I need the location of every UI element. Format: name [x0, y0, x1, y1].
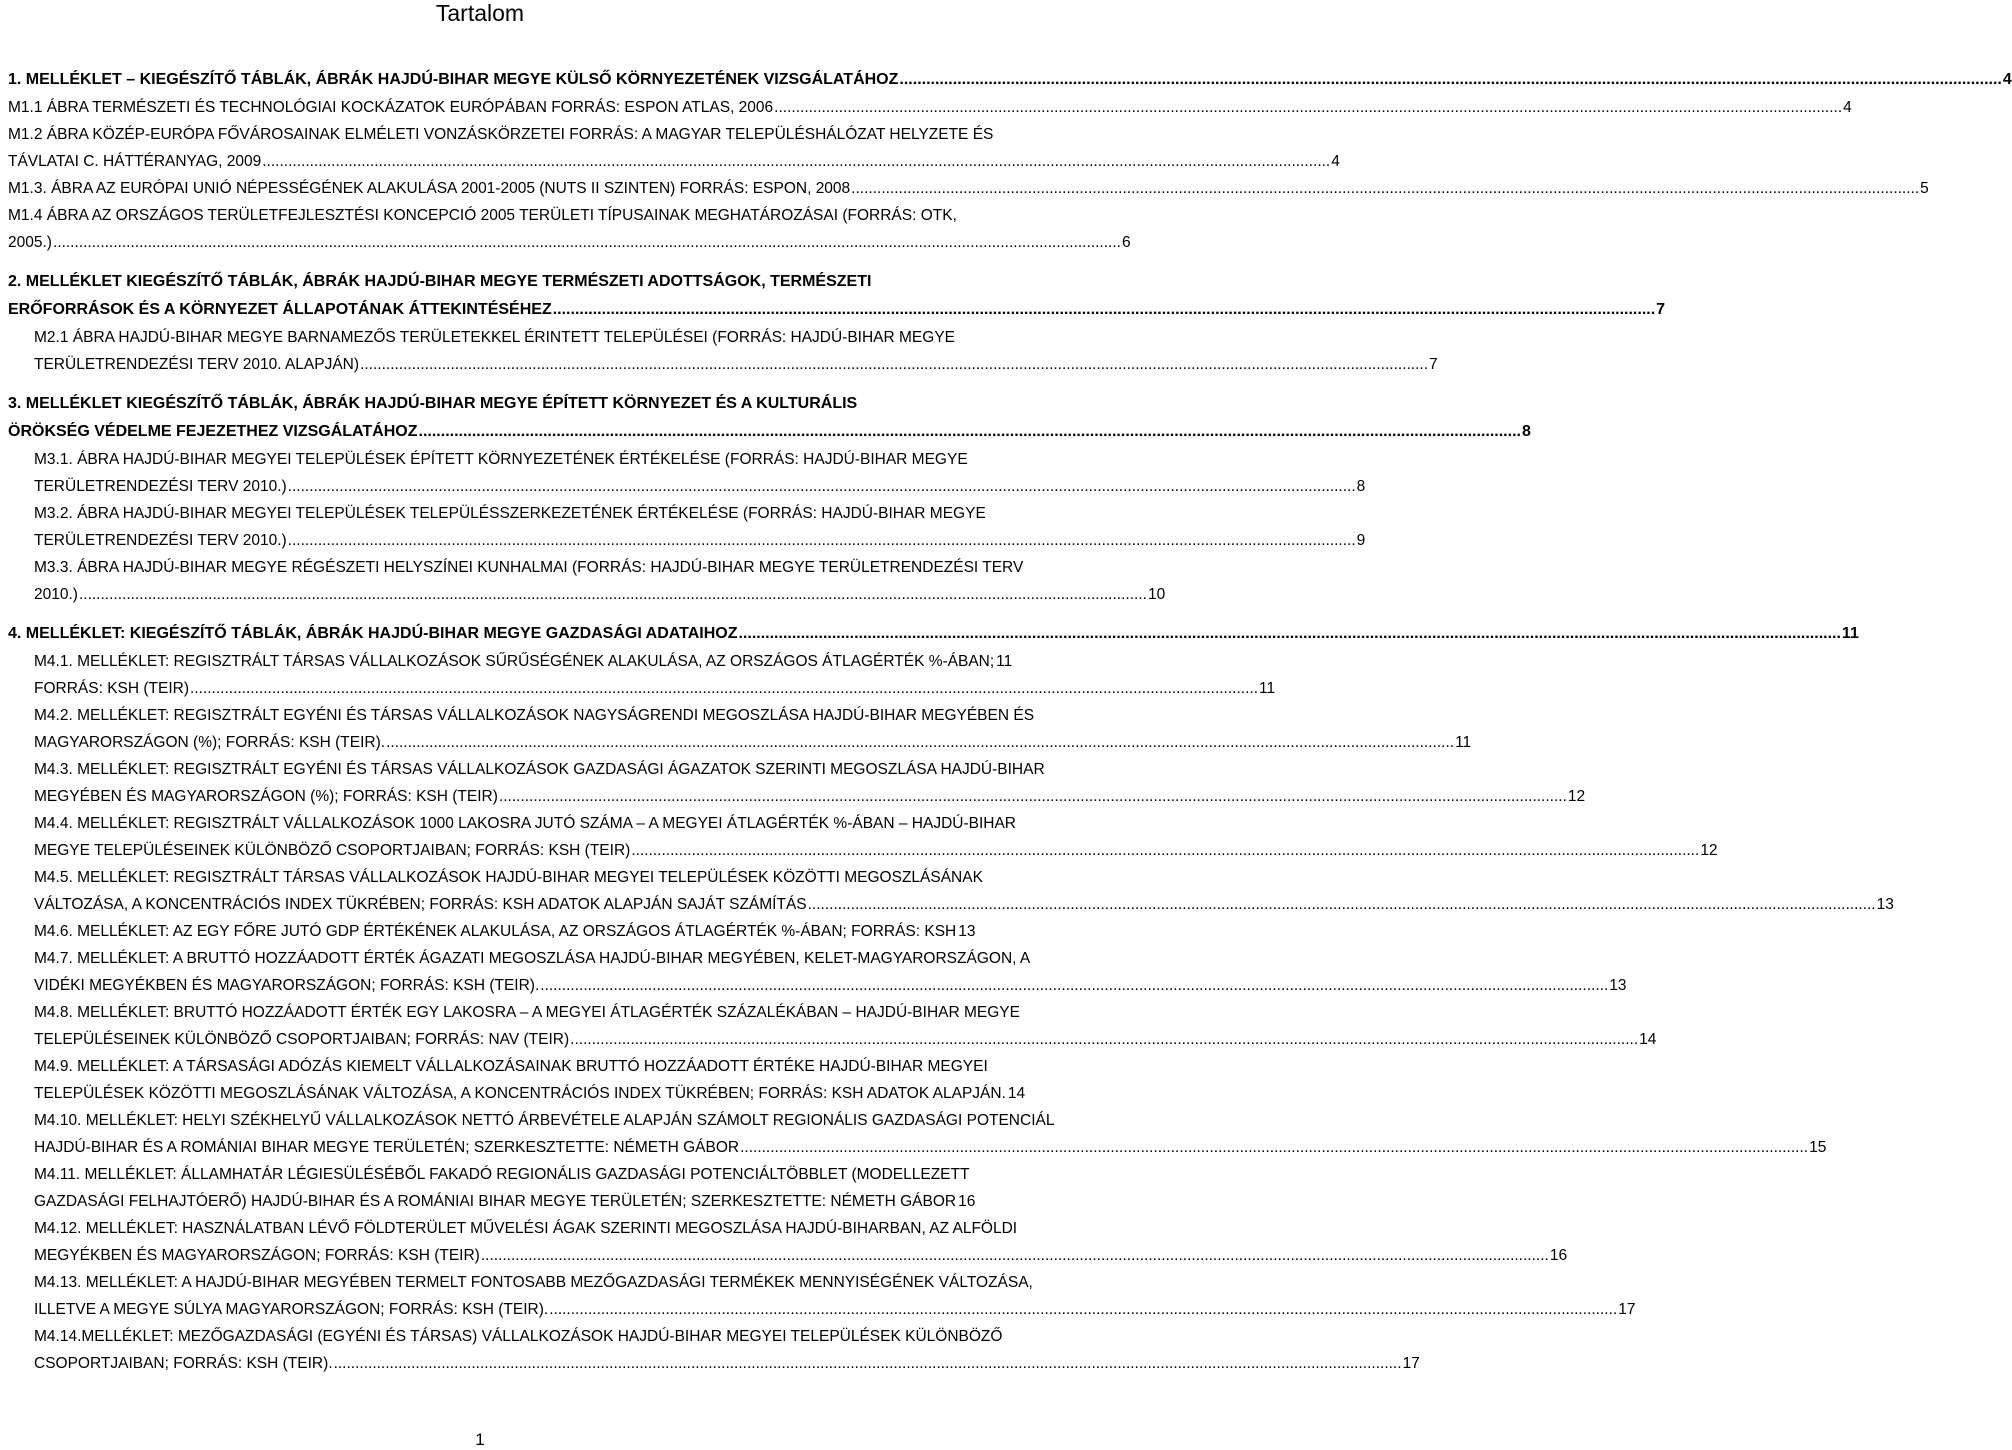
toc-entry-text: TELEPÜLÉSEINEK KÜLÖNBÖZŐ CSOPORTJAIBAN; FORRÁS: NAV (TEIR) [34, 1031, 570, 1048]
toc-page-number: 8 [1521, 423, 1531, 440]
dot-leader [288, 473, 1356, 500]
toc-entry-text: M4.7. MELLÉKLET: A BRUTTÓ HOZZÁADOTT ÉRTÉK ÁGAZATI MEGOSZLÁSA HAJDÚ-BIHAR MEGYÉBEN, KELET-MAGYARORSZÁGON, A [34, 950, 1031, 967]
toc-page-number: 13 [1609, 977, 1627, 994]
toc-entry-text: TERÜLETRENDEZÉSI TERV 2010. ALAPJÁN) [34, 356, 360, 373]
toc-entry[interactable] [8, 1323, 1420, 1377]
toc-section-entry[interactable] [8, 620, 1859, 648]
dot-leader [334, 1350, 1402, 1377]
toc-entry[interactable] [8, 121, 1340, 175]
toc-entry-text: TERÜLETRENDEZÉSI TERV 2010.) [34, 478, 287, 495]
toc-section-entry[interactable] [8, 390, 1531, 446]
toc-entry[interactable] [8, 756, 1586, 810]
toc-page-number: 6 [1121, 234, 1131, 251]
toc-entry[interactable] [8, 202, 1131, 256]
toc-entry-text: M3.2. ÁBRA HAJDÚ-BIHAR MEGYEI TELEPÜLÉSEK TELEPÜLÉSSZERKEZETÉNEK ÉRTÉKELÉSE (FORRÁS: HAJDÚ-BIHAR MEGYE [34, 505, 986, 522]
dot-leader [419, 418, 1521, 446]
toc-entry-text: 1. MELLÉKLET – KIEGÉSZÍTŐ TÁBLÁK, ÁBRÁK HAJDÚ-BIHAR MEGYE KÜLSŐ KÖRNYEZETÉNEK VIZSGÁLATÁHOZ [8, 71, 899, 88]
toc-page-number: 12 [1567, 788, 1586, 805]
toc-entry-text: M4.1. MELLÉKLET: REGISZTRÁLT TÁRSAS VÁLLALKOZÁSOK SŰRŰSÉGÉNEK ALAKULÁSA, AZ ORSZÁGOS ÁTLAGÉRTÉK %-ÁBAN; [34, 653, 995, 670]
toc-entry-text: M4.5. MELLÉKLET: REGISZTRÁLT TÁRSAS VÁLLALKOZÁSOK HAJDÚ-BIHAR MEGYEI TELEPÜLÉSEK KÖZÖTTI MEGOSZLÁSÁNAK [34, 869, 983, 886]
toc-page-number: 14 [1639, 1031, 1657, 1048]
toc-page-number: 11 [1259, 680, 1276, 697]
toc-entry-text: M4.2. MELLÉKLET: REGISZTRÁLT EGYÉNI ÉS TÁRSAS VÁLLALKOZÁSOK NAGYSÁGRENDI MEGOSZLÁSA HAJDÚ-BIHAR MEGYÉBEN ÉS [34, 707, 1035, 724]
toc-page-number: 11 [996, 653, 1013, 670]
toc-entry[interactable] [8, 648, 1013, 675]
toc-entry-text: 2010.) [34, 586, 78, 603]
toc-entry-text: ERŐFORRÁSOK ÉS A KÖRNYEZET ÁLLAPOTÁNAK ÁTTEKINTÉSÉHEZ [8, 301, 552, 318]
toc-entry-text: TELEPÜLÉSEK KÖZÖTTI MEGOSZLÁSÁNAK VÁLTOZÁSA, A KONCENTRÁCIÓS INDEX TÜKRÉBEN; FORRÁS: KSH ADATOK ALAPJÁN. [34, 1085, 1006, 1102]
toc-entry-text: M4.10. MELLÉKLET: HELYI SZÉKHELYŰ VÁLLALKOZÁSOK NETTÓ ÁRBEVÉTELE ALAPJÁN SZÁMOLT REGIONÁLIS GAZDASÁGI POTENCIÁL [34, 1112, 1055, 1129]
toc-page-number: 16 [1549, 1247, 1568, 1264]
toc-entry-text: VÁLTOZÁSA, A KONCENTRÁCIÓS INDEX TÜKRÉBEN; FORRÁS: KSH ADATOK ALAPJÁN SAJÁT SZÁMÍTÁS [34, 896, 807, 913]
toc-page-number: 8 [1356, 478, 1366, 495]
dot-leader [851, 175, 1919, 202]
dot-leader [774, 94, 1842, 121]
toc-entry-text: HAJDÚ-BIHAR ÉS A ROMÁNIAI BIHAR MEGYE TERÜLETÉN; SZERKESZTETTE: NÉMETH GÁBOR [34, 1139, 740, 1156]
toc-entry[interactable] [8, 1215, 1568, 1269]
toc-page-number: 12 [1700, 842, 1718, 859]
toc-page-number: 9 [1356, 532, 1366, 549]
toc-entry-text: M4.11. MELLÉKLET: ÁLLAMHATÁR LÉGIESÜLÉSÉBŐL FAKADÓ REGIONÁLIS GAZDASÁGI POTENCIÁLTÖBBLET (MODELLEZETT [34, 1166, 970, 1183]
dot-leader [738, 620, 1840, 648]
toc-entry[interactable] [8, 702, 1472, 756]
toc-section-entry[interactable] [8, 268, 1666, 324]
toc-entry-text: GAZDASÁGI FELHAJTÓERŐ) HAJDÚ-BIHAR ÉS A ROMÁNIAI BIHAR MEGYE TERÜLETÉN; SZERKESZTETTE: NÉMETH GÁBOR [34, 1193, 957, 1210]
toc-entry-text: M1.4 ÁBRA AZ ORSZÁGOS TERÜLETFEJLESZTÉSI KONCEPCIÓ 2005 TERÜLETI TÍPUSAINAK MEGHATÁROZÁSAI (FORRÁS: OTK, [8, 207, 957, 224]
dot-leader [499, 783, 1567, 810]
dot-leader [190, 675, 1258, 702]
toc-page-number: 17 [1402, 1355, 1420, 1372]
toc-entry[interactable] [8, 94, 1852, 121]
toc-page-number: 4 [2002, 71, 2012, 88]
dot-leader [553, 296, 1655, 324]
toc-page-number: 5 [1920, 180, 1929, 197]
toc-entry-text: 2. MELLÉKLET KIEGÉSZÍTŐ TÁBLÁK, ÁBRÁK HAJDÚ-BIHAR MEGYE TERMÉSZETI ADOTTSÁGOK, TERMÉSZETI [8, 273, 872, 290]
toc-page-number: 4 [1843, 99, 1852, 116]
dot-leader [540, 972, 1608, 999]
toc-entry-text: M4.14.MELLÉKLET: MEZŐGAZDASÁGI (EGYÉNI ÉS TÁRSAS) VÁLLALKOZÁSOK HAJDÚ-BIHAR MEGYEI TELEPÜLÉSEK KÜLÖNBÖZŐ [34, 1328, 1003, 1345]
dot-leader [570, 1026, 1638, 1053]
dot-leader [79, 581, 1147, 608]
toc-entry-text: ILLETVE A MEGYE SÚLYA MAGYARORSZÁGON; FORRÁS: KSH (TEIR). [34, 1301, 549, 1318]
dot-leader [899, 66, 2001, 94]
toc-entry[interactable] [8, 175, 1929, 202]
toc-entry-text: FORRÁS: KSH (TEIR) [34, 680, 190, 697]
toc-entry[interactable] [8, 446, 1366, 500]
dot-leader [288, 527, 1356, 554]
dot-leader [386, 729, 1454, 756]
toc-entry[interactable] [8, 810, 1718, 864]
toc-entry-text: M4.4. MELLÉKLET: REGISZTRÁLT VÁLLALKOZÁSOK 1000 LAKOSRA JUTÓ SZÁMA – A MEGYEI ÁTLAGÉRTÉK %-ÁBAN – HAJDÚ-BIHAR [34, 815, 1016, 832]
toc-page-number: 10 [1147, 586, 1166, 603]
table-of-contents [8, 66, 2012, 1377]
toc-entry-text: M3.1. ÁBRA HAJDÚ-BIHAR MEGYEI TELEPÜLÉSEK ÉPÍTETT KÖRNYEZETÉNEK ÉRTÉKELÉSE (FORRÁS: HAJDÚ-BIHAR MEGYE [34, 451, 968, 468]
toc-page-number: 11 [1455, 734, 1472, 751]
toc-section-entry[interactable] [8, 66, 2012, 94]
toc-entry[interactable] [8, 945, 1627, 999]
toc-entry[interactable] [8, 1161, 976, 1215]
toc-page-number: 15 [1809, 1139, 1827, 1156]
toc-page-number: 7 [1429, 356, 1438, 373]
toc-page-number: 16 [958, 1193, 976, 1210]
toc-entry-text: M3.3. ÁBRA HAJDÚ-BIHAR MEGYE RÉGÉSZETI HELYSZÍNEI KUNHALMAI (FORRÁS: HAJDÚ-BIHAR MEGYE TERÜLETRENDEZÉSI TERV [34, 559, 1024, 576]
toc-entry-text: M4.12. MELLÉKLET: HASZNÁLATBAN LÉVŐ FÖLDTERÜLET MŰVELÉSI ÁGAK SZERINTI MEGOSZLÁSA HAJDÚ-BIHARBAN, AZ ALFÖLDI [34, 1220, 1018, 1237]
toc-entry[interactable] [8, 1053, 1026, 1107]
toc-entry-text: M4.3. MELLÉKLET: REGISZTRÁLT EGYÉNI ÉS TÁRSAS VÁLLALKOZÁSOK GAZDASÁGI ÁGAZATOK SZERINTI MEGOSZLÁSA HAJDÚ-BIHAR [34, 761, 1045, 778]
toc-entry-text: M4.9. MELLÉKLET: A TÁRSASÁGI ADÓZÁS KIEMELT VÁLLALKOZÁSAINAK BRUTTÓ HOZZÁADOTT ÉRTÉKE HAJDÚ-BIHAR MEGYEI [34, 1058, 988, 1075]
toc-entry-text: TERÜLETRENDEZÉSI TERV 2010.) [34, 532, 287, 549]
toc-entry[interactable] [8, 324, 1438, 378]
toc-entry-text: CSOPORTJAIBAN; FORRÁS: KSH (TEIR). [34, 1355, 333, 1372]
toc-entry-text: MEGYÉBEN ÉS MAGYARORSZÁGON (%); FORRÁS: KSH (TEIR) [34, 788, 498, 805]
toc-entry-text: TÁVLATAI C. HÁTTÉRANYAG, 2009 [8, 153, 262, 170]
toc-entry-text: M4.8. MELLÉKLET: BRUTTÓ HOZZÁADOTT ÉRTÉK EGY LAKOSRA – A MEGYEI ÁTLAGÉRTÉK SZÁZALÉKÁBAN – HAJDÚ-BIHAR MEGYE [34, 1004, 1020, 1021]
toc-entry[interactable] [8, 675, 1276, 702]
toc-entry-text: M4.13. MELLÉKLET: A HAJDÚ-BIHAR MEGYÉBEN TERMELT FONTOSABB MEZŐGAZDASÁGI TERMÉKEK MENNYISÉGÉNEK VÁLTOZÁSA, [34, 1274, 1033, 1291]
toc-entry-text: M4.6. MELLÉKLET: AZ EGY FŐRE JUTÓ GDP ÉRTÉKÉNEK ALAKULÁSA, AZ ORSZÁGOS ÁTLAGÉRTÉK %-ÁBAN; FORRÁS: KSH [34, 923, 957, 940]
toc-page-number: 17 [1618, 1301, 1636, 1318]
toc-page-number: 11 [1841, 625, 1859, 642]
toc-entry[interactable] [8, 1107, 1827, 1161]
toc-entry-text: M1.2 ÁBRA KÖZÉP-EURÓPA FŐVÁROSAINAK ELMÉLETI VONZÁSKÖRZETEI FORRÁS: A MAGYAR TELEPÜLÉSHÁLÓZAT HELYZETE ÉS [8, 126, 994, 143]
toc-page-number: 4 [1331, 153, 1340, 170]
toc-entry[interactable] [8, 864, 1894, 918]
dot-leader [53, 229, 1121, 256]
toc-entry[interactable] [8, 999, 1657, 1053]
dot-leader [631, 837, 1699, 864]
toc-entry-text: M1.1 ÁBRA TERMÉSZETI ÉS TECHNOLÓGIAI KOCKÁZATOK EURÓPÁBAN FORRÁS: ESPON ATLAS, 2006 [8, 99, 774, 116]
toc-entry[interactable] [8, 1269, 1636, 1323]
toc-entry-text: 2005.) [8, 234, 52, 251]
toc-entry-text: ÖRÖKSÉG VÉDELME FEJEZETHEZ VIZSGÁLATÁHOZ [8, 423, 418, 440]
toc-entry[interactable] [8, 500, 1366, 554]
toc-page-number: 7 [1656, 301, 1666, 318]
toc-entry-text: MEGYE TELEPÜLÉSEINEK KÜLÖNBÖZŐ CSOPORTJAIBAN; FORRÁS: KSH (TEIR) [34, 842, 631, 859]
dot-leader [360, 351, 1428, 378]
toc-page-number: 13 [958, 923, 976, 940]
toc-entry-text: M2.1 ÁBRA HAJDÚ-BIHAR MEGYE BARNAMEZŐS TERÜLETEKKEL ÉRINTETT TELEPÜLÉSEI (FORRÁS: HAJDÚ-BIHAR MEGYE [34, 329, 956, 346]
toc-entry[interactable] [8, 918, 976, 945]
dot-leader [262, 148, 1330, 175]
toc-entry-text: 3. MELLÉKLET KIEGÉSZÍTŐ TÁBLÁK, ÁBRÁK HAJDÚ-BIHAR MEGYE ÉPÍTETT KÖRNYEZET ÉS A KULTURÁLIS [8, 395, 858, 412]
toc-page-number: 14 [1007, 1085, 1026, 1102]
toc-entry-text: VIDÉKI MEGYÉKBEN ÉS MAGYARORSZÁGON; FORRÁS: KSH (TEIR). [34, 977, 540, 994]
toc-entry-text: 4. MELLÉKLET: KIEGÉSZÍTŐ TÁBLÁK, ÁBRÁK HAJDÚ-BIHAR MEGYE GAZDASÁGI ADATAIHOZ [8, 625, 738, 642]
page-title: Tartalom [435, 0, 525, 26]
page-number: 1 [475, 1430, 485, 1449]
dot-leader [740, 1134, 1808, 1161]
toc-entry-text: MEGYÉKBEN ÉS MAGYARORSZÁGON; FORRÁS: KSH (TEIR) [34, 1247, 480, 1264]
dot-leader [808, 891, 1876, 918]
dot-leader [549, 1296, 1617, 1323]
dot-leader [481, 1242, 1549, 1269]
toc-entry-text: MAGYARORSZÁGON (%); FORRÁS: KSH (TEIR). [34, 734, 386, 751]
toc-entry-text: M1.3. ÁBRA AZ EURÓPAI UNIÓ NÉPESSÉGÉNEK ALAKULÁSA 2001-2005 (NUTS II SZINTEN) FORRÁS: ESPON, 2008 [8, 180, 851, 197]
toc-page-number: 13 [1876, 896, 1894, 913]
toc-entry[interactable] [8, 554, 1166, 608]
